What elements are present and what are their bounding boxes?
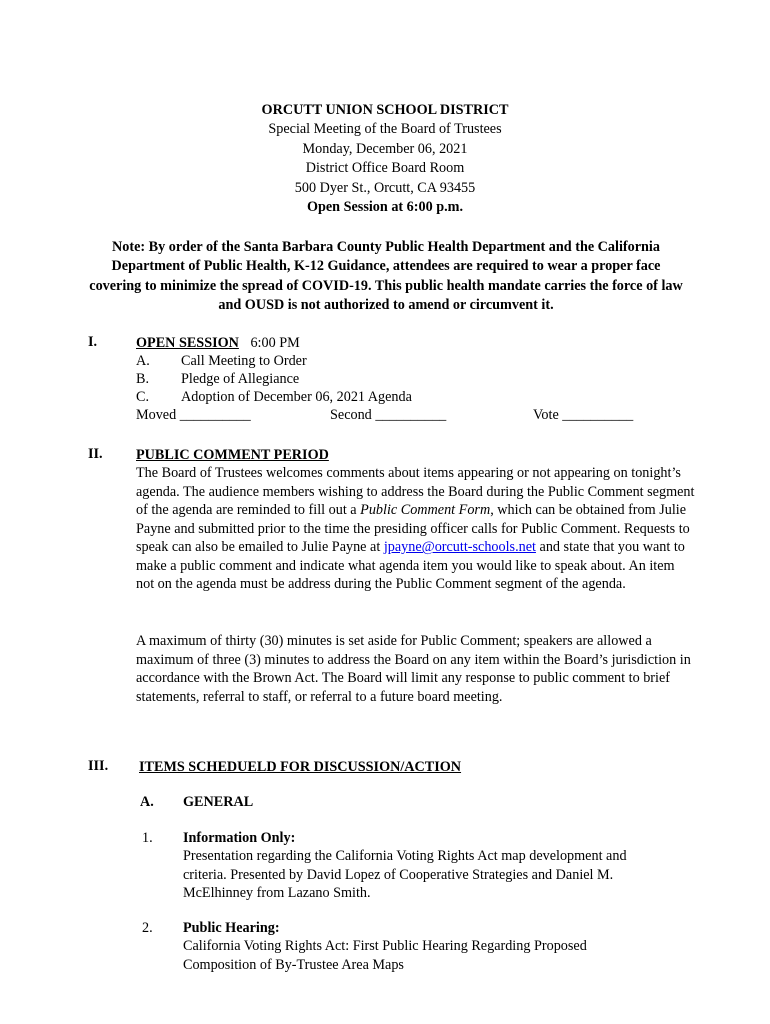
item-letter-b: B. <box>136 371 150 387</box>
item-1-number: 1. <box>142 830 153 846</box>
item-letter-a: A. <box>136 353 150 369</box>
second-line: Second __________ <box>330 407 447 423</box>
district-name: ORCUTT UNION SCHOOL DISTRICT <box>261 102 509 118</box>
email-link[interactable]: jpayne@orcutt-schools.net <box>383 539 536 556</box>
section-1-heading <box>136 334 300 353</box>
item-2-title: Public Hearing: <box>183 920 280 936</box>
moved-line: Moved __________ <box>136 407 251 423</box>
item-adoption: Adoption of December 06, 2021 Agenda <box>181 389 412 405</box>
item-letter-c: C. <box>136 389 150 405</box>
section-1-time: 6:00 PM <box>250 335 300 351</box>
item-call-to-order: Call Meeting to Order <box>181 353 307 369</box>
public-comment-text-2: , which can be obtained from Julie Payne and submitted prior to the time the presiding officer calls for Public Comment. Requests to speak can also be emailed to Julie Payne at <box>136 502 690 556</box>
meeting-type: Special Meeting of the Board of Trustees <box>268 121 502 138</box>
meeting-address: 500 Dyer St., Orcutt, CA 93455 <box>294 179 476 196</box>
public-comment-paragraph <box>136 464 696 594</box>
covid-note: Note: By order of the Santa Barbara County Public Health Department and the California Department of Public Health, K-12 Guidance, attendees are required to wear a proper face covering to minimize the spread of COVID-19. This public health mandate carries the force of law and OUSD is not authorized to amend or circumvent it. <box>89 239 683 314</box>
item-2-number: 2. <box>142 920 153 936</box>
meeting-location: District Office Board Room <box>305 160 465 177</box>
section-2-numeral: II. <box>88 446 103 462</box>
public-comment-text-3: and state that you want to make a public comment and indicate what agenda item you would like to speak about. An item not on the agenda must be address during the Public Comment segment of the agenda. <box>136 539 685 593</box>
meeting-header <box>0 101 770 217</box>
public-comment-text-1: The Board of Trustees welcomes comments about items appearing or not appearing on tonight’s agenda. The audience members wishing to address the Board during the Public Comment segment of the agenda are reminded to fill out a <box>136 465 695 519</box>
vote-line: Vote __________ <box>533 407 634 423</box>
time-limit-paragraph: A maximum of thirty (30) minutes is set aside for Public Comment; speakers are allowed a maximum of three (3) minutes to address the Board on any item within the Board’s jurisdiction in accordance with the Brown Act. The Board will limit any response to public comment to brief statements, referral to staff, or referral to a future board meeting. <box>136 633 691 705</box>
session-time: Open Session at 6:00 p.m. <box>306 199 464 216</box>
subsection-title: GENERAL <box>183 794 254 810</box>
section-2-title: PUBLIC COMMENT PERIOD <box>136 447 329 463</box>
item-2-description: California Voting Rights Act: First Public Hearing Regarding Proposed Composition of By-Trustee Area Maps <box>183 938 587 973</box>
public-comment-form-name: Public Comment Form <box>360 502 491 519</box>
section-1-title: OPEN SESSION <box>136 335 239 351</box>
item-1-title: Information Only: <box>183 830 296 846</box>
section-1-numeral: I. <box>88 334 98 350</box>
item-pledge: Pledge of Allegiance <box>181 371 300 387</box>
meeting-date: Monday, December 06, 2021 <box>302 140 468 157</box>
section-3-title: ITEMS SCHEDUELD FOR DISCUSSION/ACTION <box>139 759 462 775</box>
item-1-description: Presentation regarding the California Voting Rights Act map development and criteria. Presented by David Lopez of Cooperative Strategies and Daniel M. McElhinney from Lazano Smith. <box>183 848 627 902</box>
subsection-letter: A. <box>140 794 154 810</box>
section-3-numeral: III. <box>88 758 109 774</box>
